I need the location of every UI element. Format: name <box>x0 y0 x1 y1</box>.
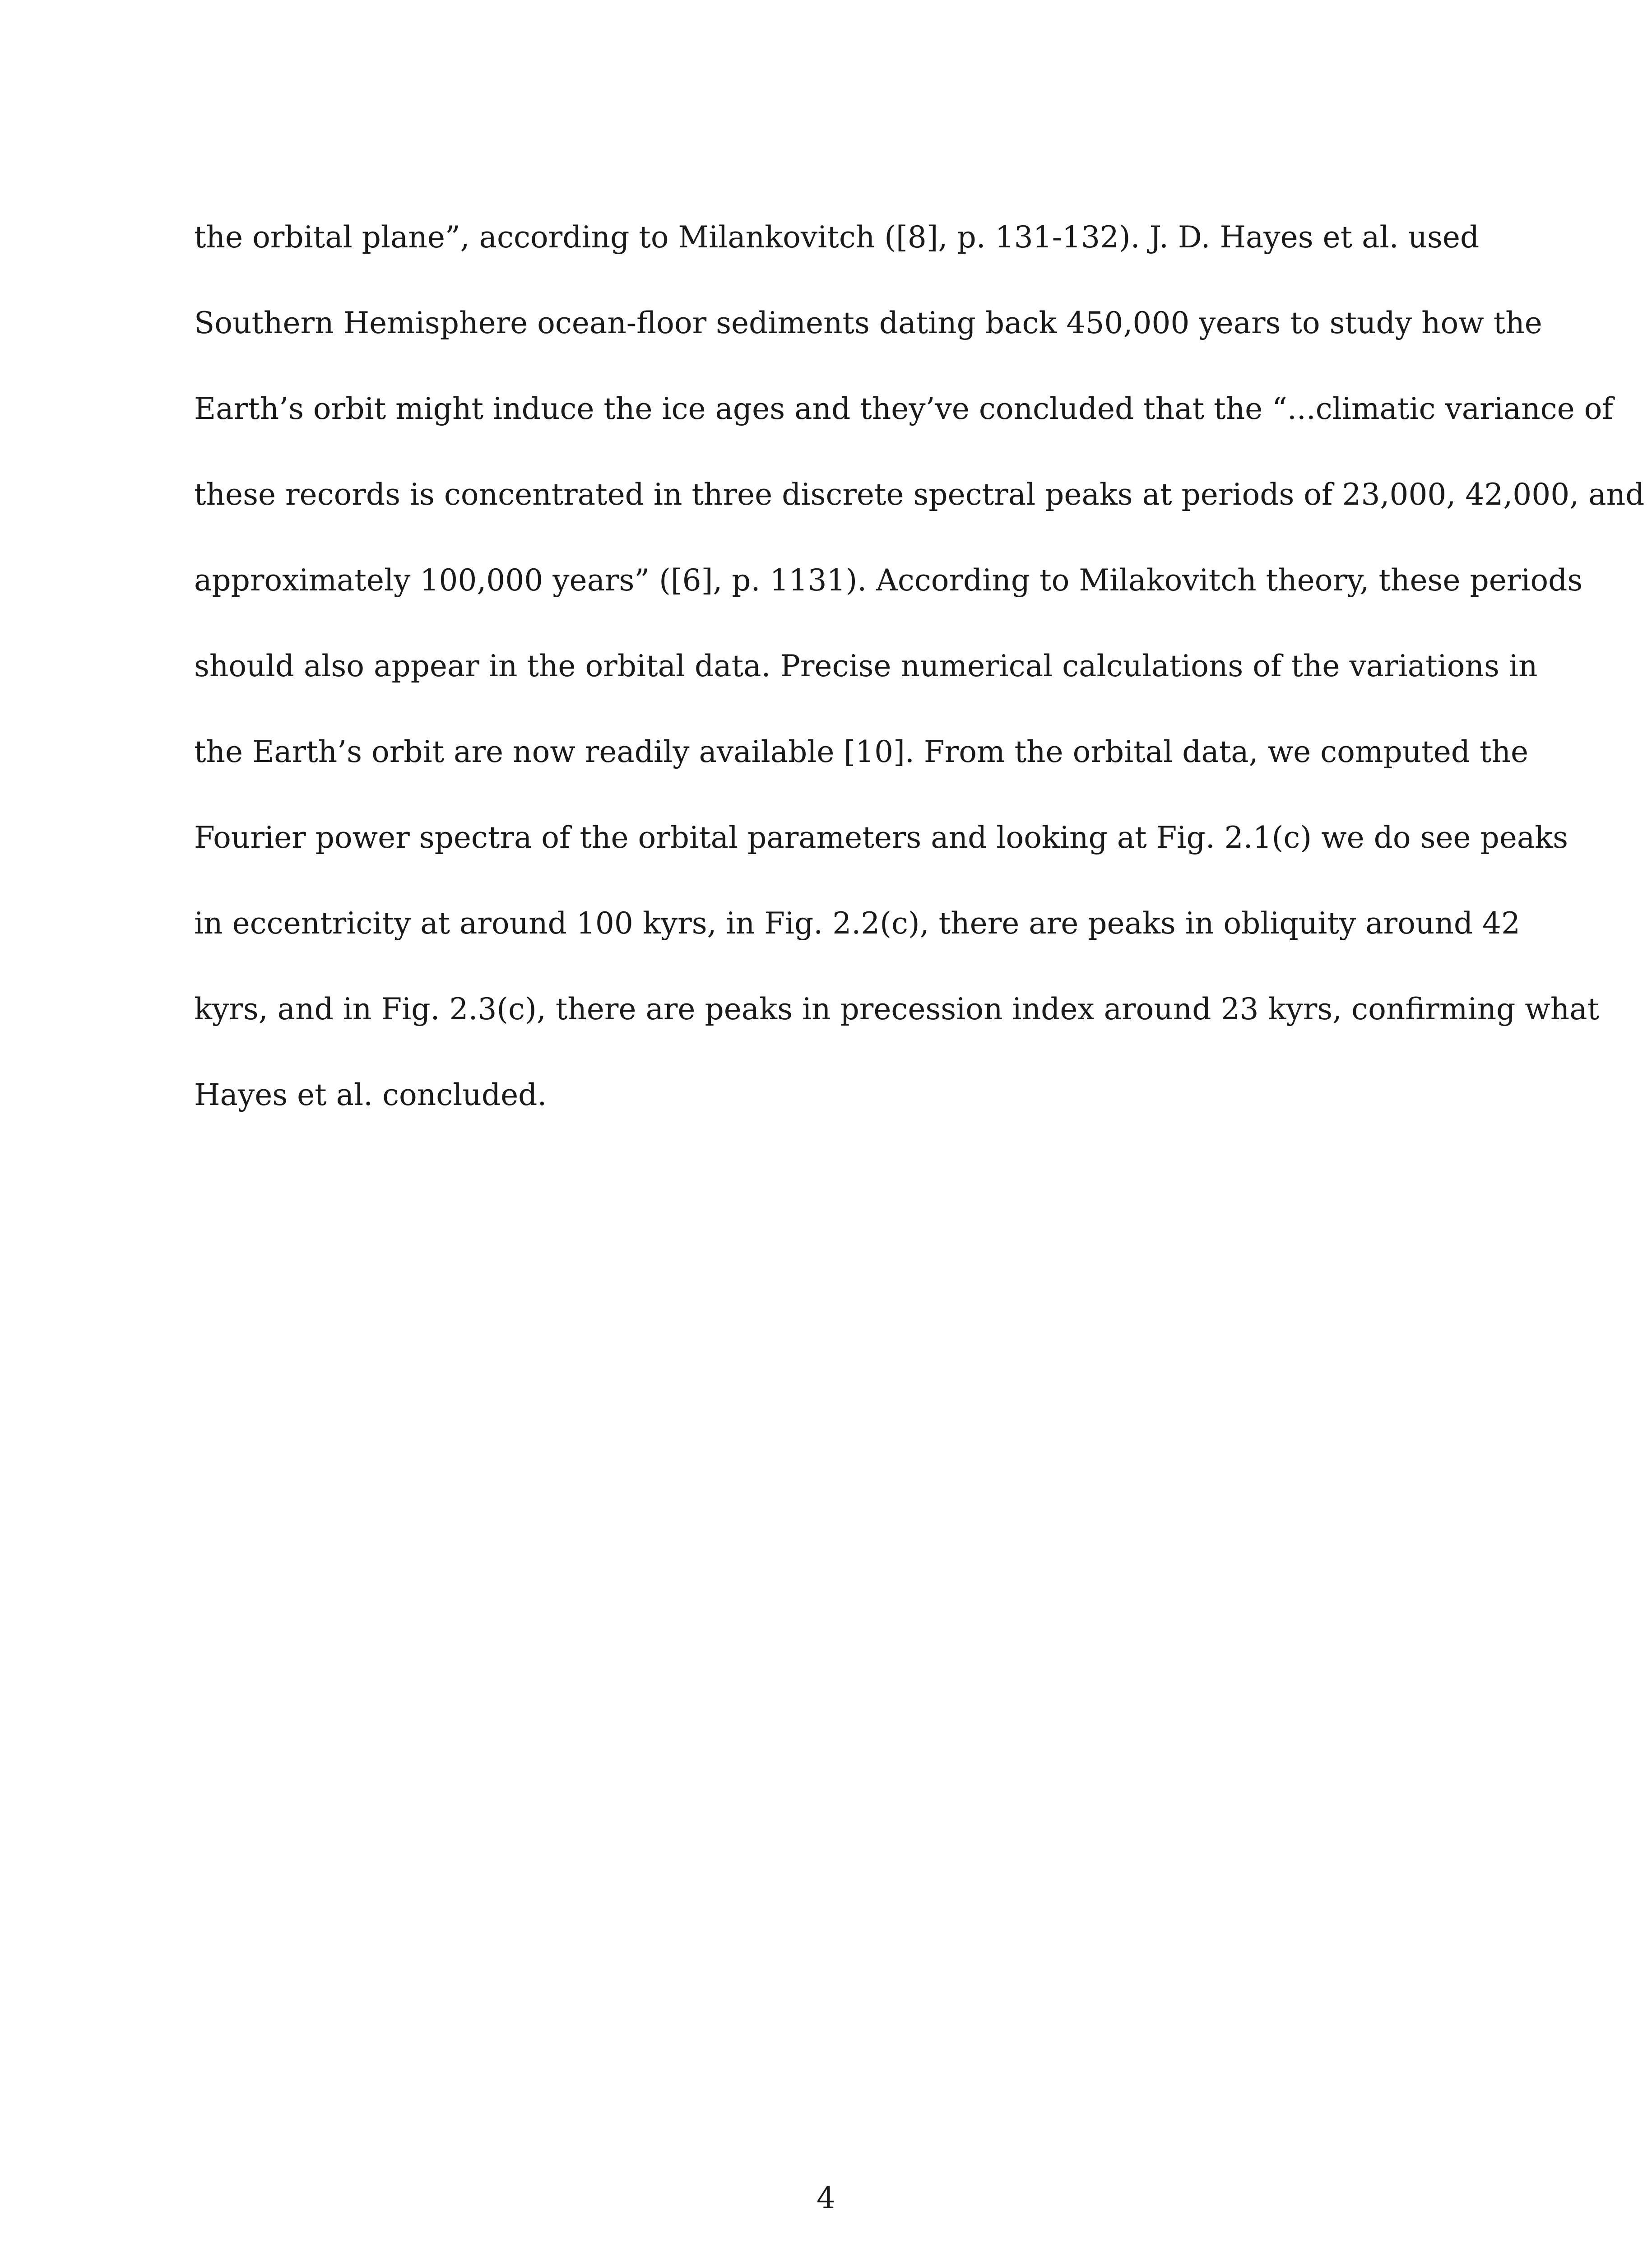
paragraph-line: Earth’s orbit might induce the ice ages and they’ve concluded that the “...climatic variance of <box>194 391 1613 426</box>
paragraph-line: the orbital plane”, according to Milankovitch ([8], p. 131-132). J. D. Hayes et al. used <box>194 220 1480 255</box>
paragraph-line: in eccentricity at around 100 kyrs, in Fig. 2.2(c), there are peaks in obliquity around 42 <box>194 906 1521 941</box>
paragraph-line: approximately 100,000 years” ([6], p. 1131). According to Milakovitch theory, these periods <box>194 563 1583 598</box>
paragraph-line: Fourier power spectra of the orbital parameters and looking at Fig. 2.1(c) we do see peaks <box>194 820 1568 855</box>
paragraph-line: Southern Hemisphere ocean-floor sediments dating back 450,000 years to study how the <box>194 306 1542 340</box>
paragraph-line: the Earth’s orbit are now readily available [10]. From the orbital data, we computed the <box>194 734 1529 769</box>
paragraph-line: these records is concentrated in three discrete spectral peaks at periods of 23,000, 42,000, and <box>194 477 1645 512</box>
paragraph-line: Hayes et al. concluded. <box>194 1077 547 1112</box>
body-paragraph <box>194 212 1645 1156</box>
paragraph-line: should also appear in the orbital data. Precise numerical calculations of the variations in <box>194 649 1538 683</box>
page-number: 4 <box>817 2181 835 2215</box>
paragraph-line: kyrs, and in Fig. 2.3(c), there are peaks in precession index around 23 kyrs, confirming what <box>194 992 1600 1026</box>
